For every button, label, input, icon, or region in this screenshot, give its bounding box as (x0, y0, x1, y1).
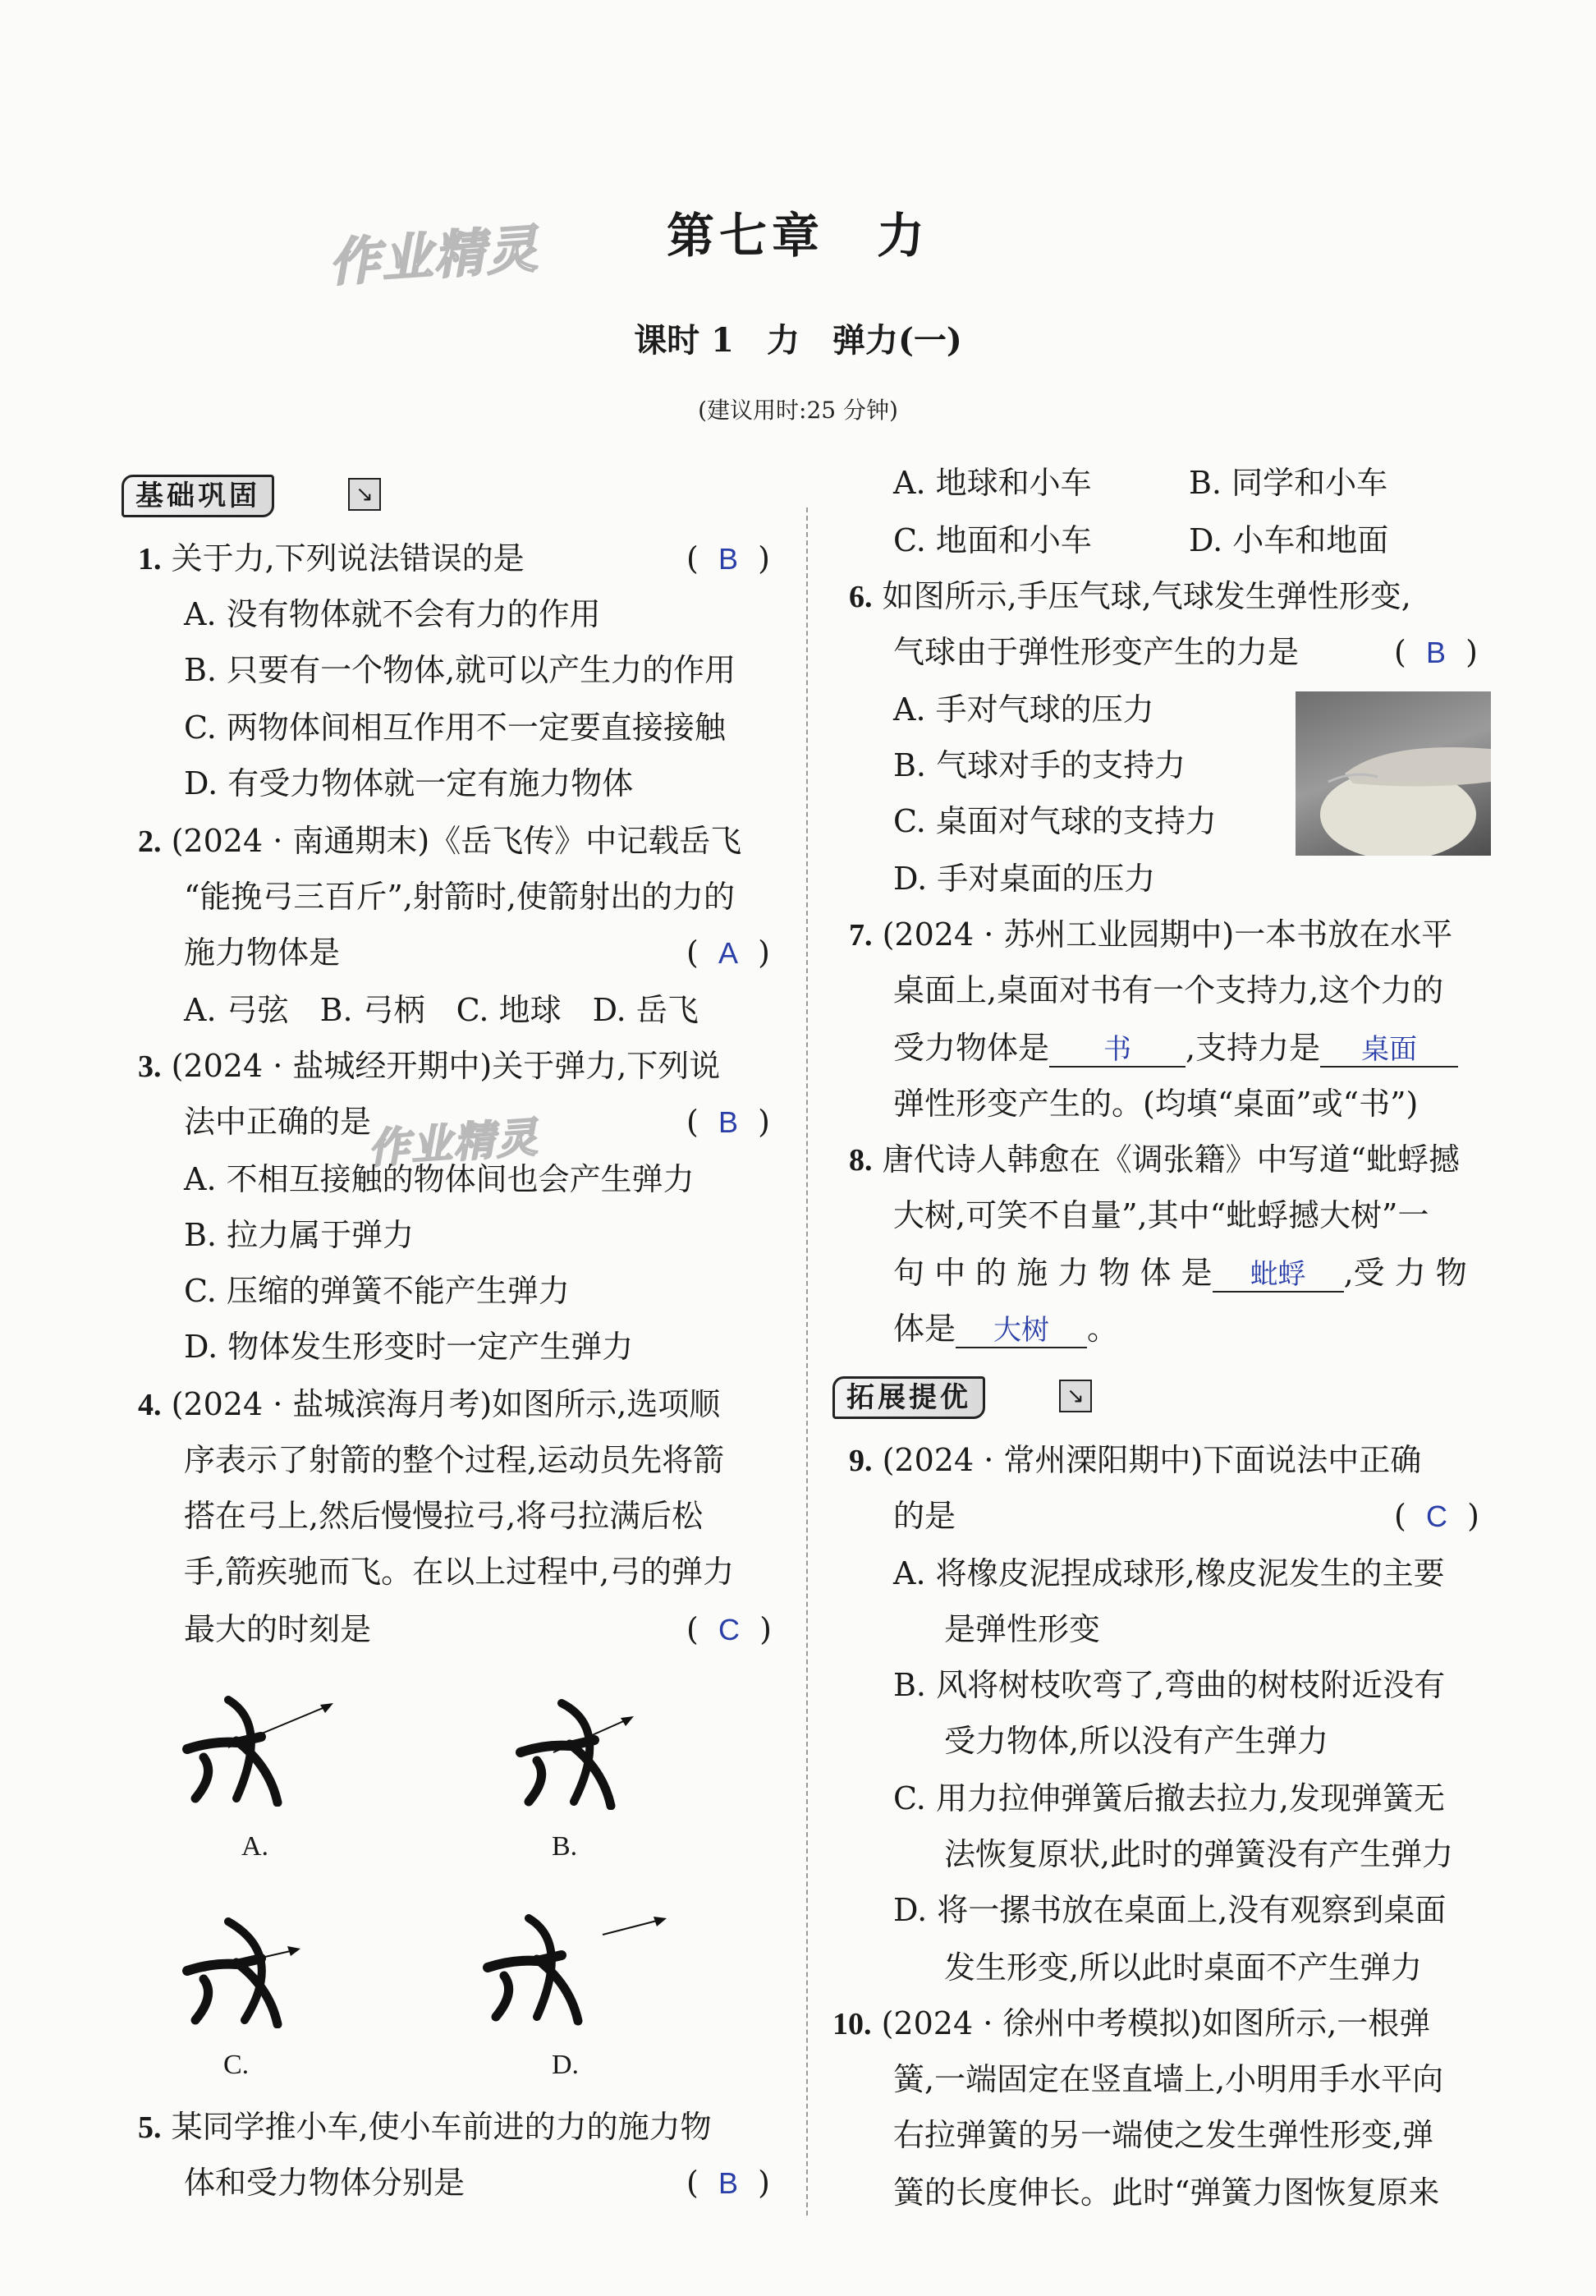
option: C. 压缩的弹簧不能产生弹力 (184, 1273, 570, 1309)
section-title: 拓展提优 (832, 1376, 985, 1419)
option-continuation: 发生形变,所以此时桌面不产生弹力 (944, 1949, 1423, 1986)
text: 。 (1087, 1311, 1119, 1347)
question-line: 搭在弓上,然后慢慢拉弓,将弓拉满后松 (184, 1498, 704, 1534)
question-line: 施力物体是 (184, 934, 341, 971)
text: 句 中 的 施 力 物 体 是 (893, 1255, 1213, 1291)
figure-label: B. (552, 1831, 578, 1862)
archer-figure-c (179, 1913, 343, 2028)
section-banner-basic (122, 475, 384, 521)
option: C. 桌面对气球的支持力 (893, 803, 1217, 839)
question-line: “能挽弓三百斤”,射箭时,使箭射出的力的 (184, 879, 736, 915)
question-line: 的是 (893, 1498, 956, 1534)
question-number: 7. (849, 918, 873, 953)
option-continuation: 法恢复原状,此时的弹簧没有产生弹力 (944, 1836, 1454, 1872)
question-number: 2. (138, 824, 162, 859)
question-line: (2024 · 苏州工业园期中)一本书放在水平 (882, 916, 1453, 953)
text: ,支持力是 (1186, 1030, 1321, 1066)
answer-blank[interactable]: 书 (1049, 1033, 1186, 1068)
question-number: 6. (849, 580, 873, 614)
question-line: 某同学推小车,使小车前进的力的施力物 (171, 2109, 712, 2145)
question-line (893, 1028, 1458, 1068)
question-line: 气球由于弹性形变产生的力是 (893, 634, 1300, 670)
answer-bracket: ( B ) (686, 540, 770, 576)
question-line: 簧,一端固定在竖直墙上,小明用手水平向 (893, 2061, 1444, 2097)
archer-figure-a (179, 1692, 343, 1807)
question-line: 法中正确的是 (184, 1104, 372, 1140)
answer-blank[interactable]: 大树 (956, 1314, 1087, 1348)
question-number: 4. (138, 1388, 162, 1422)
question-line: (2024 · 徐州中考模拟)如图所示,一根弹 (881, 2005, 1431, 2041)
question-number: 9. (849, 1444, 873, 1478)
option: C. 两物体间相互作用不一定要直接接触 (184, 709, 726, 746)
option: A. 地球和小车 (893, 465, 1092, 501)
text: 受力物体是 (893, 1030, 1050, 1066)
option: A. 手对气球的压力 (893, 691, 1154, 728)
answer-bracket: ( B ) (1394, 634, 1478, 670)
option: B. 风将树枝吹弯了,弯曲的树枝附近没有 (893, 1667, 1446, 1703)
option: D. 物体发生形变时一定产生弹力 (184, 1329, 634, 1365)
answer-blank[interactable]: 蚍蜉 (1213, 1258, 1344, 1293)
option: C. 地面和小车 (893, 522, 1092, 558)
question-line (893, 1253, 1467, 1293)
answer-bracket: ( C ) (686, 1611, 772, 1647)
question-number: 5. (138, 2110, 162, 2145)
answer: B (718, 542, 738, 576)
option: B. 拉力属于弹力 (184, 1217, 415, 1253)
question-line: 唐代诗人韩愈在《调张籍》中写道“蚍蜉撼 (882, 1141, 1461, 1178)
question-line: (2024 · 盐城经开期中)关于弹力,下列说 (171, 1048, 721, 1084)
question-line (893, 1309, 1118, 1348)
question-line: 簧的长度伸长。此时“弹簧力图恢复原来 (893, 2174, 1440, 2211)
question-line: 右拉弹簧的另一端使之发生弹性形变,弹 (893, 2117, 1434, 2153)
column-divider (806, 507, 808, 2216)
arrow-icon: ↘ (1059, 1380, 1092, 1412)
lesson-title: 课时 1 力 弹力(一) (634, 321, 962, 360)
question-line: 最大的时刻是 (184, 1611, 372, 1647)
archer-figure-b (512, 1695, 676, 1810)
option: D. 小车和地面 (1189, 522, 1389, 558)
answer: B (718, 2166, 738, 2200)
chapter-title: 第七章 力 (666, 208, 929, 264)
option: A. 将橡皮泥捏成球形,橡皮泥发生的主要 (893, 1555, 1445, 1591)
question-line: 体和受力物体分别是 (184, 2165, 466, 2201)
question-line: 弹性形变产生的。(均填“桌面”或“书”) (893, 1086, 1419, 1122)
option-continuation: 是弹性形变 (944, 1611, 1101, 1647)
question-line: 大树,可笑不自量”,其中“蚍蜉撼大树”一 (893, 1197, 1429, 1233)
option: A. 弓弦 B. 弓柄 C. 地球 D. 岳飞 (184, 992, 699, 1028)
question-2 (138, 821, 741, 861)
question-line: 序表示了射箭的整个过程,运动员先将箭 (184, 1442, 725, 1478)
answer: C (718, 1613, 740, 1646)
figure-label: D. (552, 2050, 580, 2080)
question-number: 8. (849, 1143, 873, 1178)
section-title: 基础巩固 (122, 475, 274, 517)
watermark: 作业精灵 (327, 218, 541, 293)
archer-figure-d (479, 1902, 676, 2033)
question-number: 1. (138, 542, 162, 576)
question-number: 3. (138, 1049, 162, 1084)
option: D. 手对桌面的压力 (893, 861, 1156, 897)
question-line: (2024 · 南通期末)《岳飞传》中记载岳飞 (171, 823, 742, 859)
question-8 (849, 1140, 1460, 1180)
section-banner-extend (832, 1376, 1095, 1422)
question-line: 桌面上,桌面对书有一个支持力,这个力的 (893, 972, 1444, 1008)
question-4 (138, 1384, 720, 1425)
figure-label: C. (223, 2050, 250, 2080)
option: B. 气球对手的支持力 (893, 747, 1186, 783)
question-1 (138, 539, 525, 579)
arrow-icon: ↘ (348, 478, 381, 511)
figure-label: A. (241, 1831, 269, 1862)
answer: B (718, 1105, 738, 1139)
answer: A (718, 936, 738, 970)
answer-bracket: ( C ) (1394, 1498, 1479, 1534)
question-stem: 关于力,下列说法错误的是 (171, 540, 525, 576)
option: D. 有受力物体就一定有施力物体 (184, 765, 634, 801)
question-9 (849, 1440, 1421, 1481)
question-10 (832, 2004, 1430, 2044)
question-line: 如图所示,手压气球,气球发生弹性形变, (882, 578, 1411, 614)
answer-blank[interactable]: 桌面 (1320, 1033, 1458, 1068)
answer-bracket: ( A ) (686, 934, 770, 971)
question-line: (2024 · 常州溧阳期中)下面说法中正确 (882, 1442, 1422, 1478)
question-number: 10. (832, 2007, 872, 2041)
answer-bracket: ( B ) (686, 1104, 770, 1140)
option: C. 用力拉伸弹簧后撤去拉力,发现弹簧无 (893, 1780, 1445, 1816)
option: B. 同学和小车 (1189, 465, 1388, 501)
suggested-time: (建议用时:25 分钟) (698, 397, 898, 424)
option-continuation: 受力物体,所以没有产生弹力 (944, 1723, 1329, 1759)
answer-bracket: ( B ) (686, 2165, 770, 2201)
text: 体是 (893, 1311, 956, 1347)
question-6 (849, 576, 1411, 617)
text: ,受 力 物 (1343, 1255, 1467, 1291)
question-3 (138, 1046, 720, 1086)
answer: B (1425, 636, 1446, 669)
watermark: 作业精灵 (366, 1113, 541, 1173)
question-line: (2024 · 盐城滨海月考)如图所示,选项顺 (171, 1386, 721, 1422)
balloon-photo (1296, 691, 1491, 856)
option: B. 只要有一个物体,就可以产生力的作用 (184, 652, 736, 688)
option: A. 没有物体就不会有力的作用 (184, 596, 601, 632)
question-5 (138, 2107, 712, 2147)
question-7 (849, 915, 1452, 955)
option: A. 不相互接触的物体间也会产生弹力 (184, 1161, 695, 1197)
answer: C (1425, 1499, 1447, 1533)
option: D. 将一摞书放在桌面上,没有观察到桌面 (893, 1892, 1447, 1928)
question-line: 手,箭疾驰而飞。在以上过程中,弓的弹力 (184, 1554, 735, 1590)
